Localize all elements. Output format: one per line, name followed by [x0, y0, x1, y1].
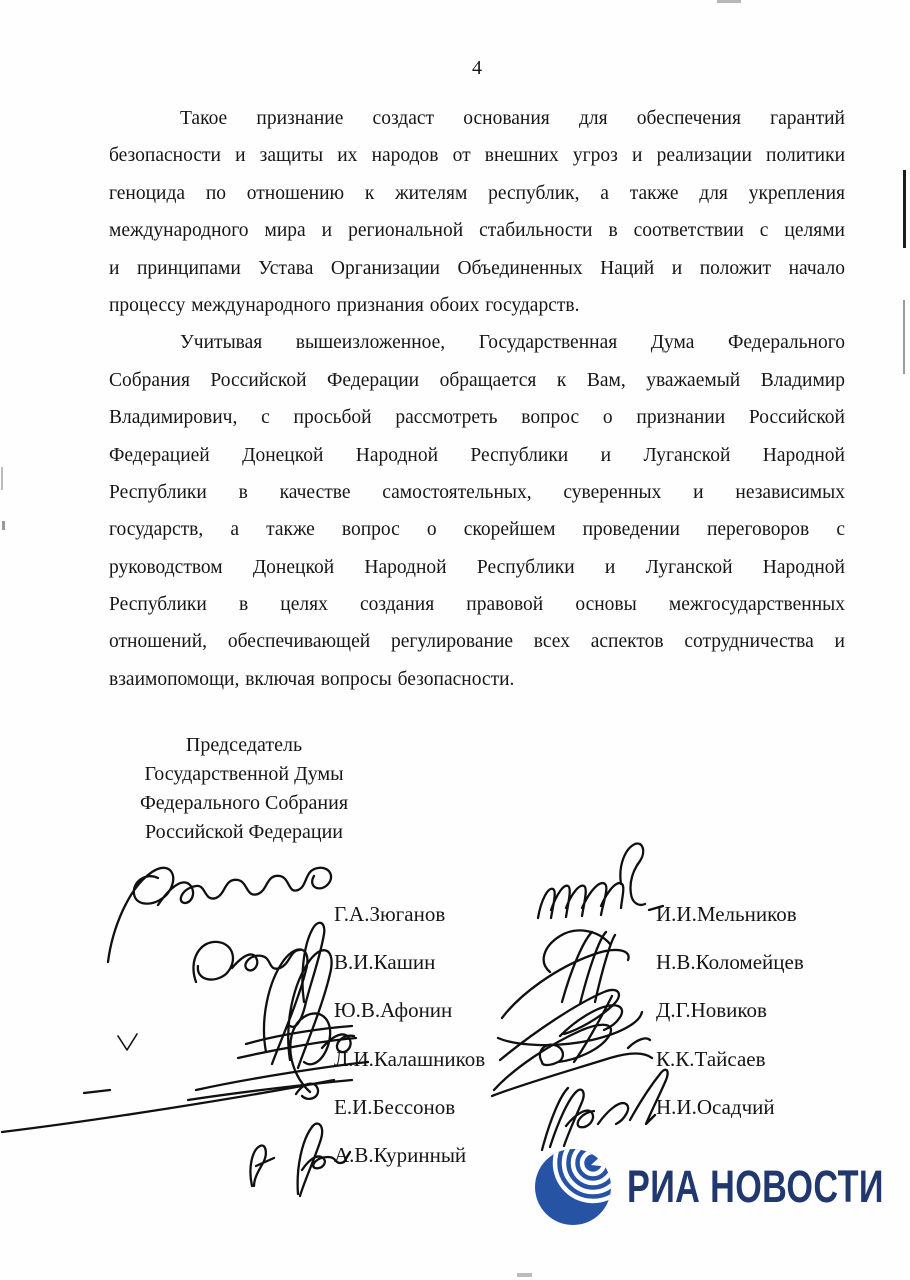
- signer-name: Д.Г.Новиков: [656, 998, 767, 1023]
- signer-name: Н.И.Осадчий: [656, 1094, 775, 1119]
- ria-logo-text: РИА НОВОСТИ: [627, 1161, 884, 1212]
- ria-novosti-logo: [533, 1147, 910, 1227]
- scan-artifact: [903, 170, 906, 248]
- paragraph-line: руководством Донецкой Народной Республики и Луганской Народной: [109, 556, 845, 578]
- signer-name: Н.В.Коломейцев: [656, 950, 804, 975]
- paragraph-line: и принципами Устава Организации Объединенных Наций и положит начало: [109, 257, 845, 279]
- signer-name: Ю.В.Афонин: [334, 998, 453, 1023]
- document-body: [109, 100, 845, 698]
- scan-artifact: [903, 300, 905, 374]
- paragraph-line: Владимирович, с просьбой рассмотреть вопрос о признании Российской: [109, 407, 845, 429]
- pen-checkmark: [118, 1034, 137, 1050]
- paragraph-line: международного мира и региональной стабильности в соответствии с целями: [109, 220, 845, 242]
- signature-kashin: [193, 923, 324, 1027]
- signatory-title-block: [137, 731, 351, 847]
- paragraph-line: Республики в целях создания правовой основы межгосударственных: [109, 594, 845, 616]
- paragraph-line: Федерацией Донецкой Народной Республики и Луганской Народной: [109, 444, 845, 466]
- page-number: 4: [472, 57, 482, 79]
- signer-name: Г.А.Зюганов: [334, 902, 446, 926]
- paragraph-line: отношений, обеспечивающей регулирование всех аспектов сотрудничества и: [109, 631, 845, 653]
- signature-osadchy: [542, 1070, 668, 1150]
- ria-globe-icon: [533, 1147, 613, 1227]
- signoff-line: Председатель: [185, 734, 303, 756]
- paragraph-line: Собрания Российской Федерации обращается к Вам, уважаемый Владимир: [109, 369, 845, 391]
- signers-column-right: [656, 890, 804, 1131]
- scan-artifact: [1, 467, 3, 490]
- signer-name: Л.И.Калашников: [334, 1046, 486, 1071]
- scan-artifact: [2, 521, 5, 530]
- scan-artifact: [517, 1273, 532, 1277]
- signer-name: А.В.Куринный: [334, 1142, 467, 1167]
- signer-name: Е.И.Бессонов: [334, 1094, 456, 1119]
- paragraph-line: взаимопомощи, включая вопросы безопасности.: [109, 668, 515, 690]
- paragraph-line: процессу международного признания обоих государств.: [109, 294, 580, 316]
- signature-taysaev: [492, 1025, 652, 1096]
- signature-zyuganov: [108, 868, 331, 962]
- signoff-line: Федерального Собрания: [139, 792, 349, 814]
- paragraph-line: государств, а также вопрос о скорейшем проведении переговоров с: [109, 519, 845, 541]
- signature-melnikov: [538, 843, 663, 918]
- signer-name: В.И.Кашин: [334, 950, 436, 975]
- signer-name: К.К.Тайсаев: [656, 1046, 766, 1071]
- paragraph-line: Учитывая вышеизложенное, Государственная Дума Федерального: [180, 332, 845, 354]
- paragraph-line: безопасности и защиты их народов от внешних угроз и реализации политики: [109, 145, 845, 167]
- paragraph-line: Республики в качестве самостоятельных, суверенных и независимых: [109, 481, 845, 503]
- signoff-line: Государственной Думы: [144, 763, 344, 785]
- signer-name: И.И.Мельников: [656, 902, 797, 926]
- signoff-line: Российской Федерации: [144, 821, 344, 843]
- signature-novikov: [498, 990, 642, 1062]
- paragraph-line: Такое признание создаст основания для обеспечения гарантий: [180, 108, 845, 129]
- signature-bessonov: [2, 1080, 334, 1132]
- signers-column-left: [334, 890, 485, 1179]
- scan-artifact: [717, 0, 741, 3]
- paragraph-line: геноцида по отношению к жителям республик, а также для укрепления: [109, 182, 845, 204]
- signature-kolomeytsev: [502, 930, 629, 1018]
